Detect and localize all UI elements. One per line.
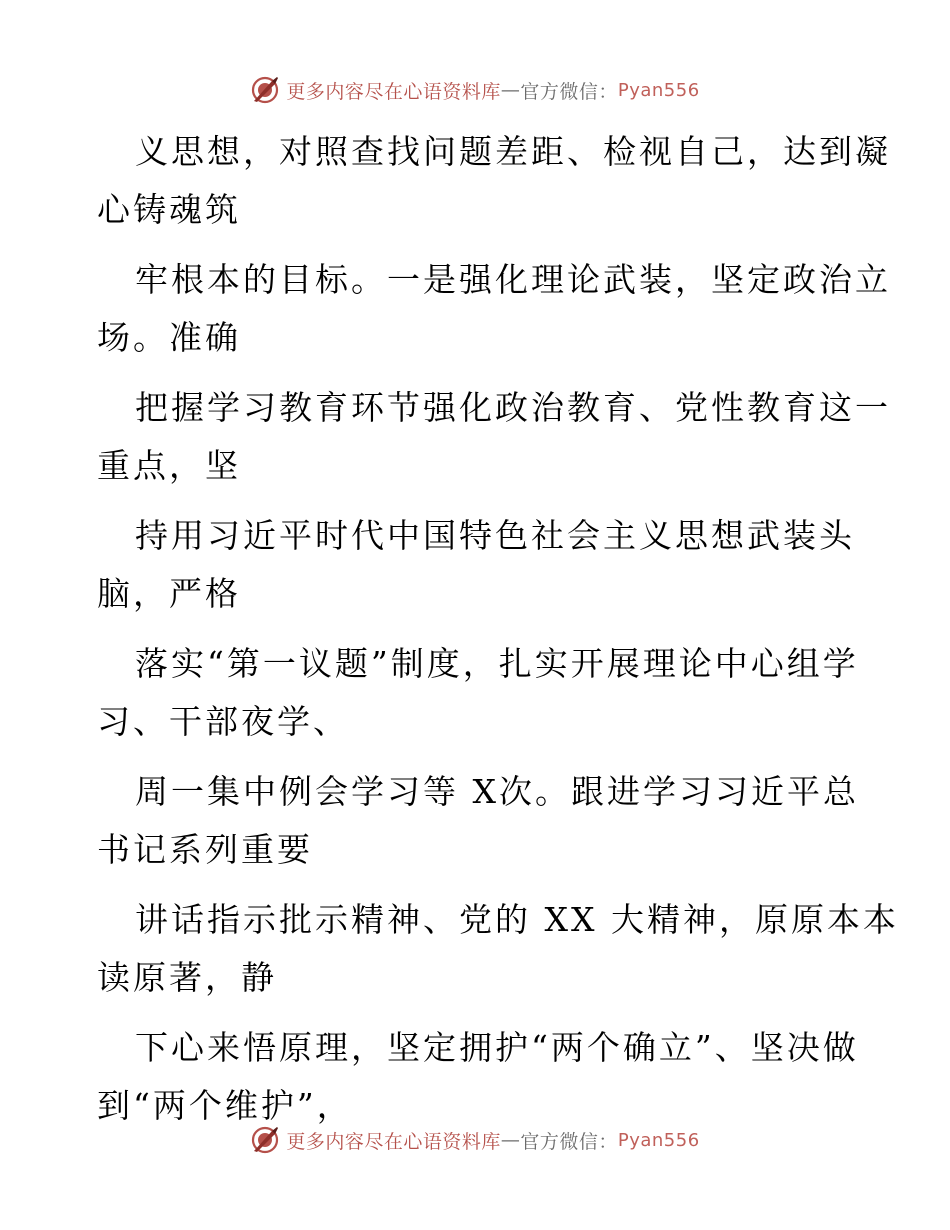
paragraph-first-line: 持用习近平时代中国特色社会主义思想武装头 — [135, 516, 855, 555]
watermark-wechat-label: 官方微信： — [520, 80, 618, 103]
watermark-wechat-label: 官方微信： — [520, 1130, 618, 1153]
paragraph-continuation: 脑，严格 — [97, 574, 241, 613]
paragraph — [97, 891, 899, 1007]
paragraph-first-line: 下心来悟原理，坚定拥护“两个确立”、坚决做 — [135, 1028, 859, 1067]
paragraph-continuation: 心铸魂筑 — [97, 190, 241, 229]
paragraph-continuation: 读原著，静 — [97, 958, 277, 997]
paragraph-continuation: 重点，坚 — [97, 446, 241, 485]
quill-pen-seal-icon — [250, 75, 280, 105]
watermark-site-text: 更多内容尽在心语资料库 — [286, 80, 501, 103]
watermark-wechat-id: Pyan556 — [617, 1129, 700, 1151]
paragraph-continuation: 习、干部夜学、 — [97, 702, 349, 741]
watermark-separator: — — [500, 1129, 521, 1151]
paragraph — [97, 379, 891, 495]
paragraph-first-line: 落实“第一议题”制度，扎实开展理论中心组学 — [135, 644, 859, 683]
paragraph-continuation: 书记系列重要 — [97, 830, 313, 869]
paragraph — [97, 763, 857, 879]
header-watermark — [0, 70, 950, 110]
paragraph-first-line: 义思想，对照查找问题差距、检视自己，达到凝 — [135, 132, 891, 171]
footer-watermark — [0, 1120, 950, 1160]
paragraph-continuation: 场。准确 — [97, 318, 241, 357]
watermark-site-text: 更多内容尽在心语资料库 — [286, 1130, 501, 1153]
paragraph — [97, 1019, 857, 1135]
paragraph — [97, 635, 857, 751]
paragraph — [97, 251, 891, 367]
paragraph-first-line: 把握学习教育环节强化政治教育、党性教育这一 — [135, 388, 891, 427]
paragraph — [97, 507, 857, 623]
paragraph — [97, 123, 891, 239]
paragraph-continuation: 到“两个维护”， — [97, 1086, 353, 1125]
paragraph-first-line: 讲话指示批示精神、党的 XX 大精神，原原本本 — [135, 900, 899, 939]
paragraph-first-line: 牢根本的目标。一是强化理论武装，坚定政治立 — [135, 260, 891, 299]
document-body — [97, 123, 899, 1147]
watermark-separator: — — [500, 79, 521, 101]
quill-pen-seal-icon — [250, 1125, 280, 1155]
watermark-wechat-id: Pyan556 — [617, 79, 700, 101]
paragraph-first-line: 周一集中例会学习等 X次。跟进学习习近平总 — [135, 772, 859, 811]
